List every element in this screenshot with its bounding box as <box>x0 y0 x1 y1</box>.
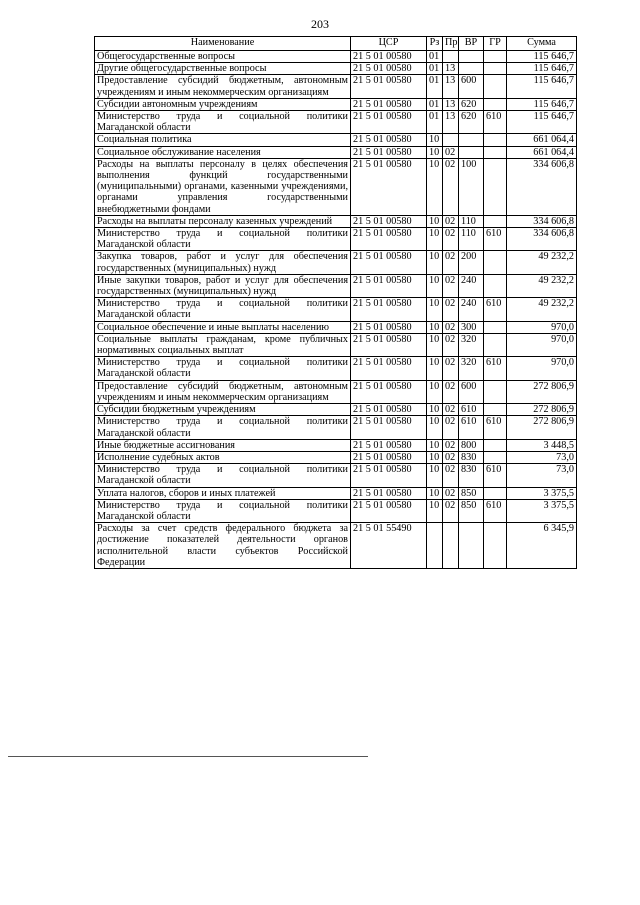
cell-gr <box>484 439 507 451</box>
table-row <box>95 416 577 439</box>
cell-name: Социальное обслуживание населения <box>95 146 351 158</box>
cell-sum: 661 064,4 <box>507 134 577 146</box>
cell-pr: 02 <box>443 215 459 227</box>
cell-name: Министерство труда и социальной политики Магаданской области <box>95 228 351 251</box>
cell-vr <box>459 146 484 158</box>
table-body <box>95 51 577 569</box>
cell-name: Расходы за счет средств федерального бюджета за достижение показателей деятельности органов исполнительной власти субъектов Российской Федерации <box>95 523 351 569</box>
cell-rz: 10 <box>427 228 443 251</box>
cell-gr <box>484 134 507 146</box>
cell-name: Социальное обеспечение и иные выплаты населению <box>95 321 351 333</box>
cell-pr <box>443 134 459 146</box>
cell-vr: 100 <box>459 158 484 215</box>
cell-pr: 02 <box>443 357 459 380</box>
cell-rz: 10 <box>427 298 443 321</box>
cell-pr: 02 <box>443 380 459 403</box>
cell-pr: 02 <box>443 251 459 274</box>
cell-sum: 73,0 <box>507 451 577 463</box>
cell-gr: 610 <box>484 357 507 380</box>
cell-sum: 115 646,7 <box>507 51 577 63</box>
cell-vr: 320 <box>459 357 484 380</box>
cell-name: Иные закупки товаров, работ и услуг для обеспечения государственных (муниципальных) нужд <box>95 274 351 297</box>
cell-csr: 21 5 01 00580 <box>351 499 427 522</box>
cell-sum: 73,0 <box>507 464 577 487</box>
table-row <box>95 63 577 75</box>
cell-csr: 21 5 01 00580 <box>351 158 427 215</box>
cell-sum: 661 064,4 <box>507 146 577 158</box>
cell-rz: 10 <box>427 416 443 439</box>
cell-name: Исполнение судебных актов <box>95 451 351 463</box>
cell-rz: 10 <box>427 146 443 158</box>
cell-csr: 21 5 01 00580 <box>351 75 427 98</box>
cell-sum: 49 232,2 <box>507 274 577 297</box>
cell-gr <box>484 404 507 416</box>
cell-sum: 334 606,8 <box>507 215 577 227</box>
cell-vr: 600 <box>459 75 484 98</box>
cell-sum: 970,0 <box>507 333 577 356</box>
cell-csr: 21 5 01 00580 <box>351 274 427 297</box>
cell-vr: 830 <box>459 464 484 487</box>
cell-sum: 334 606,8 <box>507 158 577 215</box>
cell-pr: 02 <box>443 464 459 487</box>
table-row <box>95 298 577 321</box>
cell-vr <box>459 523 484 569</box>
table-header-row <box>95 37 577 51</box>
cell-pr: 13 <box>443 75 459 98</box>
table-row <box>95 98 577 110</box>
header-gr: ГР <box>484 37 507 51</box>
table-row <box>95 321 577 333</box>
cell-sum: 272 806,9 <box>507 380 577 403</box>
cell-name: Министерство труда и социальной политики Магаданской области <box>95 464 351 487</box>
cell-vr: 850 <box>459 487 484 499</box>
table-row <box>95 439 577 451</box>
cell-name: Министерство труда и социальной политики Магаданской области <box>95 357 351 380</box>
cell-csr: 21 5 01 00580 <box>351 228 427 251</box>
header-sum: Сумма <box>507 37 577 51</box>
cell-name: Министерство труда и социальной политики Магаданской области <box>95 111 351 134</box>
table-row <box>95 380 577 403</box>
cell-csr: 21 5 01 00580 <box>351 111 427 134</box>
table-row <box>95 75 577 98</box>
cell-rz: 10 <box>427 321 443 333</box>
table-row <box>95 51 577 63</box>
cell-rz <box>427 523 443 569</box>
header-pr: Пр <box>443 37 459 51</box>
cell-name: Субсидии бюджетным учреждениям <box>95 404 351 416</box>
cell-csr: 21 5 01 00580 <box>351 380 427 403</box>
cell-csr: 21 5 01 00580 <box>351 357 427 380</box>
table-row <box>95 111 577 134</box>
cell-rz: 10 <box>427 134 443 146</box>
cell-csr: 21 5 01 00580 <box>351 51 427 63</box>
cell-pr: 02 <box>443 451 459 463</box>
table-row <box>95 158 577 215</box>
cell-sum: 3 448,5 <box>507 439 577 451</box>
cell-gr <box>484 523 507 569</box>
cell-vr <box>459 51 484 63</box>
cell-csr: 21 5 01 00580 <box>351 404 427 416</box>
cell-gr: 610 <box>484 464 507 487</box>
cell-csr: 21 5 01 00580 <box>351 215 427 227</box>
cell-sum: 3 375,5 <box>507 487 577 499</box>
cell-vr: 240 <box>459 274 484 297</box>
cell-pr: 02 <box>443 228 459 251</box>
cell-rz: 10 <box>427 357 443 380</box>
cell-gr <box>484 75 507 98</box>
cell-csr: 21 5 01 55490 <box>351 523 427 569</box>
table-row <box>95 333 577 356</box>
cell-vr: 830 <box>459 451 484 463</box>
cell-pr: 02 <box>443 404 459 416</box>
cell-sum: 3 375,5 <box>507 499 577 522</box>
cell-rz: 01 <box>427 51 443 63</box>
cell-name: Социальные выплаты гражданам, кроме публичных нормативных социальных выплат <box>95 333 351 356</box>
header-name: Наименование <box>95 37 351 51</box>
cell-sum: 272 806,9 <box>507 416 577 439</box>
cell-name: Субсидии автономным учреждениям <box>95 98 351 110</box>
cell-vr: 620 <box>459 98 484 110</box>
cell-gr <box>484 98 507 110</box>
cell-rz: 10 <box>427 439 443 451</box>
table-row <box>95 274 577 297</box>
cell-sum: 6 345,9 <box>507 523 577 569</box>
cell-sum: 334 606,8 <box>507 228 577 251</box>
cell-gr <box>484 321 507 333</box>
table-row <box>95 523 577 569</box>
table-row <box>95 134 577 146</box>
cell-vr: 610 <box>459 416 484 439</box>
cell-name: Другие общегосударственные вопросы <box>95 63 351 75</box>
cell-rz: 10 <box>427 380 443 403</box>
cell-vr: 850 <box>459 499 484 522</box>
cell-name: Социальная политика <box>95 134 351 146</box>
budget-table <box>94 36 577 569</box>
cell-rz: 01 <box>427 111 443 134</box>
cell-csr: 21 5 01 00580 <box>351 134 427 146</box>
table-row <box>95 228 577 251</box>
cell-pr: 13 <box>443 111 459 134</box>
cell-rz: 10 <box>427 499 443 522</box>
cell-sum: 49 232,2 <box>507 298 577 321</box>
cell-name: Закупка товаров, работ и услуг для обеспечения государственных (муниципальных) нужд <box>95 251 351 274</box>
cell-pr: 02 <box>443 499 459 522</box>
table-row <box>95 404 577 416</box>
cell-csr: 21 5 01 00580 <box>351 251 427 274</box>
cell-sum: 115 646,7 <box>507 75 577 98</box>
cell-name: Предоставление субсидий бюджетным, автономным учреждениям и иным некоммерческим организациям <box>95 75 351 98</box>
cell-pr: 13 <box>443 98 459 110</box>
cell-rz: 10 <box>427 404 443 416</box>
cell-gr <box>484 487 507 499</box>
cell-vr: 300 <box>459 321 484 333</box>
cell-sum: 970,0 <box>507 357 577 380</box>
cell-csr: 21 5 01 00580 <box>351 416 427 439</box>
cell-sum: 115 646,7 <box>507 98 577 110</box>
cell-pr: 02 <box>443 487 459 499</box>
cell-gr <box>484 380 507 403</box>
cell-name: Расходы на выплаты персоналу казенных учреждений <box>95 215 351 227</box>
table-row <box>95 451 577 463</box>
cell-rz: 10 <box>427 333 443 356</box>
header-vr: ВР <box>459 37 484 51</box>
cell-vr: 600 <box>459 380 484 403</box>
cell-vr: 320 <box>459 333 484 356</box>
cell-rz: 01 <box>427 63 443 75</box>
cell-pr: 02 <box>443 298 459 321</box>
header-csr: ЦСР <box>351 37 427 51</box>
cell-pr: 02 <box>443 158 459 215</box>
table-row <box>95 464 577 487</box>
cell-pr: 02 <box>443 274 459 297</box>
cell-csr: 21 5 01 00580 <box>351 439 427 451</box>
cell-rz: 10 <box>427 451 443 463</box>
cell-name: Общегосударственные вопросы <box>95 51 351 63</box>
cell-name: Иные бюджетные ассигнования <box>95 439 351 451</box>
cell-rz: 10 <box>427 464 443 487</box>
cell-csr: 21 5 01 00580 <box>351 146 427 158</box>
cell-sum: 970,0 <box>507 321 577 333</box>
cell-rz: 01 <box>427 75 443 98</box>
table-row <box>95 487 577 499</box>
cell-name: Предоставление субсидий бюджетным, автономным учреждениям и иным некоммерческим организациям <box>95 380 351 403</box>
cell-pr: 02 <box>443 439 459 451</box>
cell-vr: 110 <box>459 228 484 251</box>
cell-csr: 21 5 01 00580 <box>351 487 427 499</box>
cell-sum: 115 646,7 <box>507 111 577 134</box>
cell-vr: 200 <box>459 251 484 274</box>
cell-csr: 21 5 01 00580 <box>351 63 427 75</box>
cell-name: Уплата налогов, сборов и иных платежей <box>95 487 351 499</box>
cell-pr: 02 <box>443 146 459 158</box>
table-row <box>95 215 577 227</box>
cell-rz: 10 <box>427 158 443 215</box>
cell-gr: 610 <box>484 111 507 134</box>
cell-vr: 610 <box>459 404 484 416</box>
cell-pr <box>443 523 459 569</box>
cell-pr: 13 <box>443 63 459 75</box>
cell-gr: 610 <box>484 416 507 439</box>
cell-csr: 21 5 01 00580 <box>351 321 427 333</box>
cell-csr: 21 5 01 00580 <box>351 98 427 110</box>
page-number: 203 <box>311 17 329 31</box>
cell-name: Министерство труда и социальной политики Магаданской области <box>95 298 351 321</box>
cell-name: Министерство труда и социальной политики Магаданской области <box>95 416 351 439</box>
cell-sum: 272 806,9 <box>507 404 577 416</box>
cell-gr <box>484 158 507 215</box>
cell-gr: 610 <box>484 298 507 321</box>
cell-gr <box>484 146 507 158</box>
cell-rz: 01 <box>427 98 443 110</box>
cell-gr <box>484 451 507 463</box>
cell-vr: 800 <box>459 439 484 451</box>
cell-rz: 10 <box>427 215 443 227</box>
cell-rz: 10 <box>427 487 443 499</box>
cell-name: Министерство труда и социальной политики Магаданской области <box>95 499 351 522</box>
cell-vr: 620 <box>459 111 484 134</box>
cell-vr: 110 <box>459 215 484 227</box>
cell-gr <box>484 63 507 75</box>
cell-name: Расходы на выплаты персоналу в целях обеспечения выполнения функций государственными (муниципальными) органами, казенными учреждениями, органами управления государственными внебюджетными фондами <box>95 158 351 215</box>
table-row <box>95 357 577 380</box>
cell-sum: 49 232,2 <box>507 251 577 274</box>
table-row <box>95 251 577 274</box>
cell-pr <box>443 51 459 63</box>
cell-csr: 21 5 01 00580 <box>351 333 427 356</box>
cell-gr <box>484 333 507 356</box>
table-row <box>95 499 577 522</box>
table-row <box>95 146 577 158</box>
cell-gr: 610 <box>484 499 507 522</box>
cell-gr <box>484 274 507 297</box>
cell-rz: 10 <box>427 274 443 297</box>
header-rz: Рз <box>427 37 443 51</box>
cell-rz: 10 <box>427 251 443 274</box>
cell-vr <box>459 134 484 146</box>
cell-csr: 21 5 01 00580 <box>351 298 427 321</box>
footnote-divider <box>8 756 368 757</box>
cell-gr <box>484 51 507 63</box>
cell-csr: 21 5 01 00580 <box>351 451 427 463</box>
cell-sum: 115 646,7 <box>507 63 577 75</box>
cell-pr: 02 <box>443 321 459 333</box>
cell-gr: 610 <box>484 228 507 251</box>
cell-vr: 240 <box>459 298 484 321</box>
cell-pr: 02 <box>443 333 459 356</box>
cell-vr <box>459 63 484 75</box>
cell-pr: 02 <box>443 416 459 439</box>
cell-gr <box>484 215 507 227</box>
cell-gr <box>484 251 507 274</box>
cell-csr: 21 5 01 00580 <box>351 464 427 487</box>
